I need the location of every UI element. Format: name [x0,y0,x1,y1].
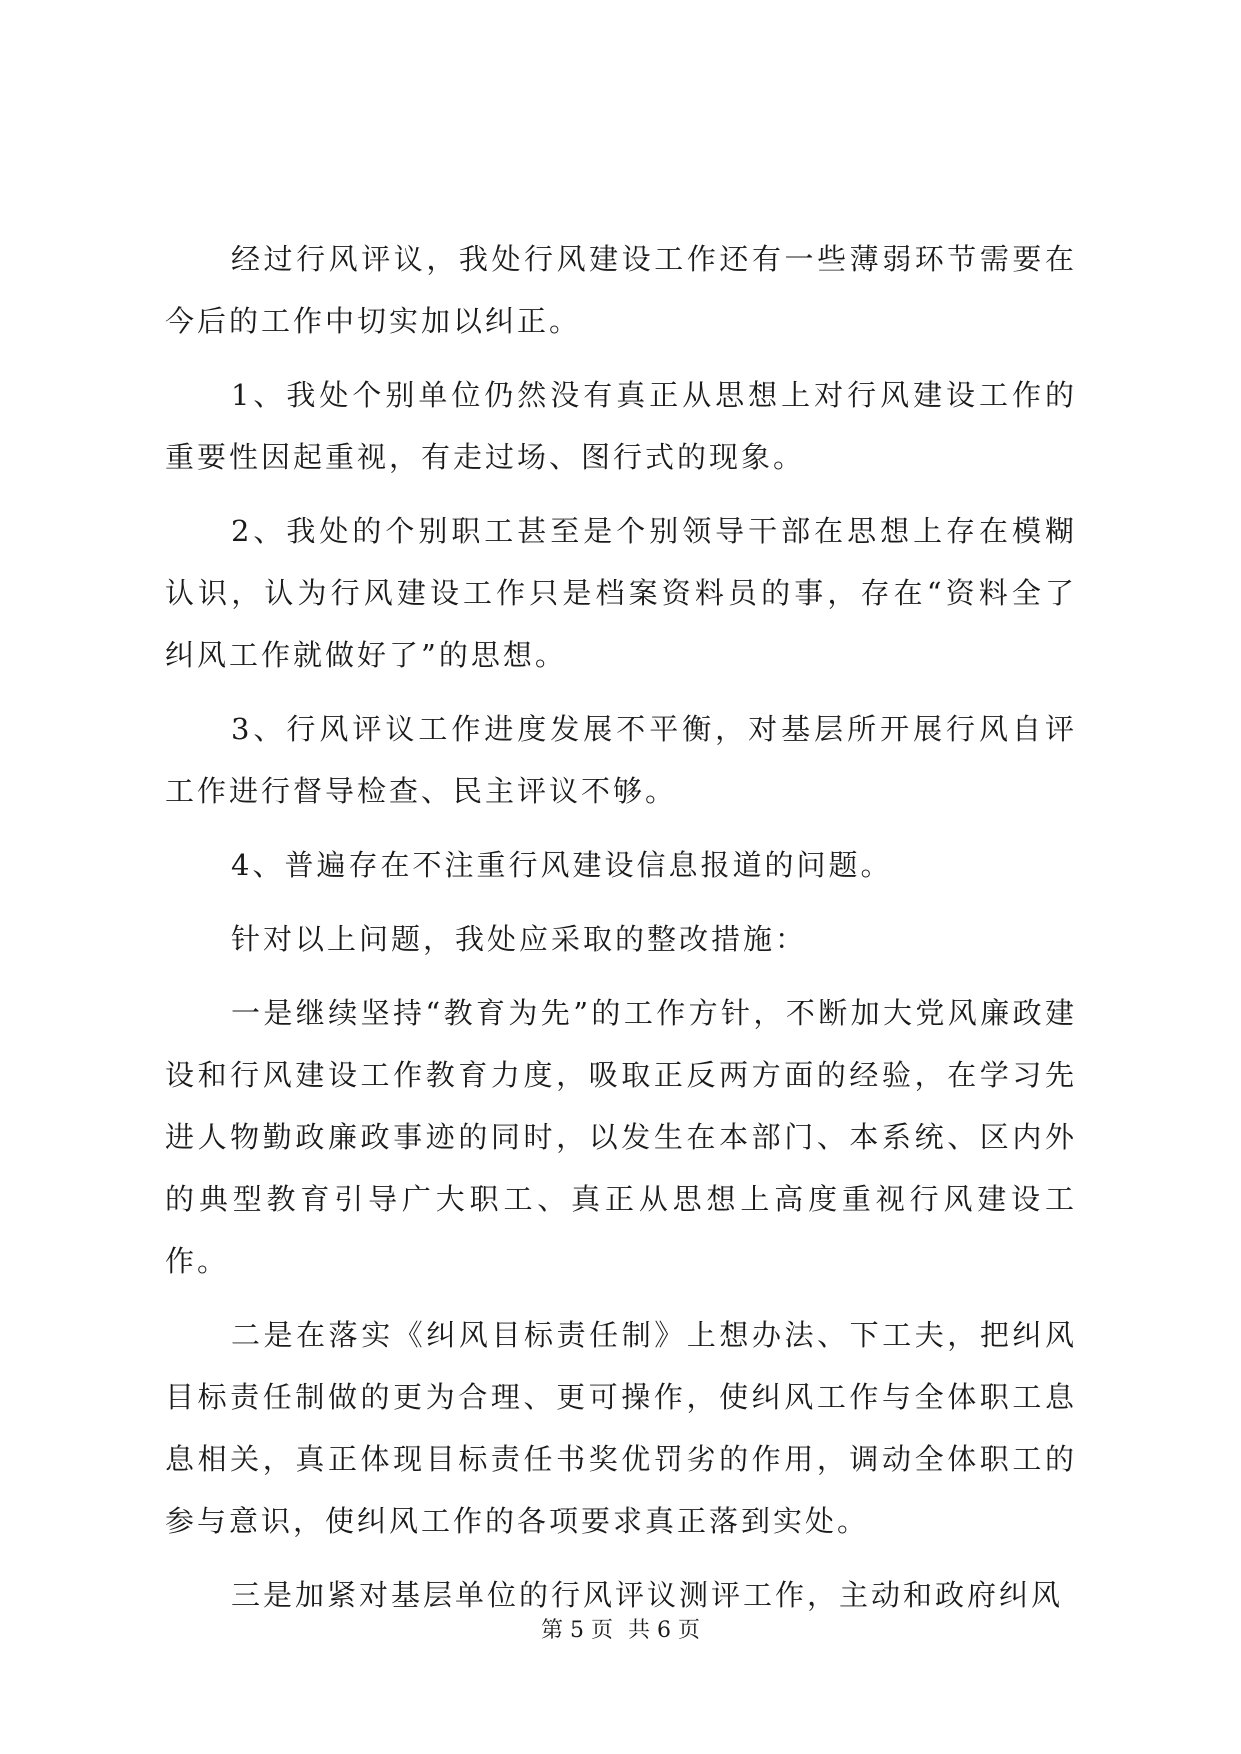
paragraph-measures-heading: 针对以上问题，我处应采取的整改措施： [231,922,808,956]
page-number: 第 5 页 [541,1618,613,1643]
paragraph-item-3: 3、行风评议工作进度发展不平衡，对基层所开展行风自评工作进行督导检查、民主评议不够。 [165,712,1077,808]
paragraph-item-4: 4、普遍存在不注重行风建设信息报道的问题。 [231,848,893,882]
document-body [165,228,1077,1638]
paragraph-intro: 经过行风评议，我处行风建设工作还有一些薄弱环节需要在今后的工作中切实加以纠正。 [165,242,1077,338]
page-footer [0,1616,1241,1646]
page-total: 共 6 页 [628,1618,700,1643]
paragraph-measure-2: 二是在落实《纠风目标责任制》上想办法、下工夫，把纠风目标责任制做的更为合理、更可操作，使纠风工作与全体职工息息相关，真正体现目标责任书奖优罚劣的作用，调动全体职工的参与意识，使纠风工作的各项要求真正落到实处。 [165,1318,1077,1538]
paragraph-item-1: 1、我处个别单位仍然没有真正从思想上对行风建设工作的重要性因起重视，有走过场、图行式的现象。 [165,378,1077,474]
paragraph-item-2: 2、我处的个别职工甚至是个别领导干部在思想上存在模糊认识，认为行风建设工作只是档案资料员的事，存在“资料全了纠风工作就做好了”的思想。 [165,514,1077,672]
paragraph-measure-1: 一是继续坚持“教育为先”的工作方针，不断加大党风廉政建设和行风建设工作教育力度，吸取正反两方面的经验，在学习先进人物勤政廉政事迹的同时，以发生在本部门、本系统、区内外的典型教育引导广大职工、真正从思想上高度重视行风建设工作。 [165,996,1077,1278]
paragraph-measure-3: 三是加紧对基层单位的行风评议测评工作，主动和政府纠风 [231,1578,1064,1612]
